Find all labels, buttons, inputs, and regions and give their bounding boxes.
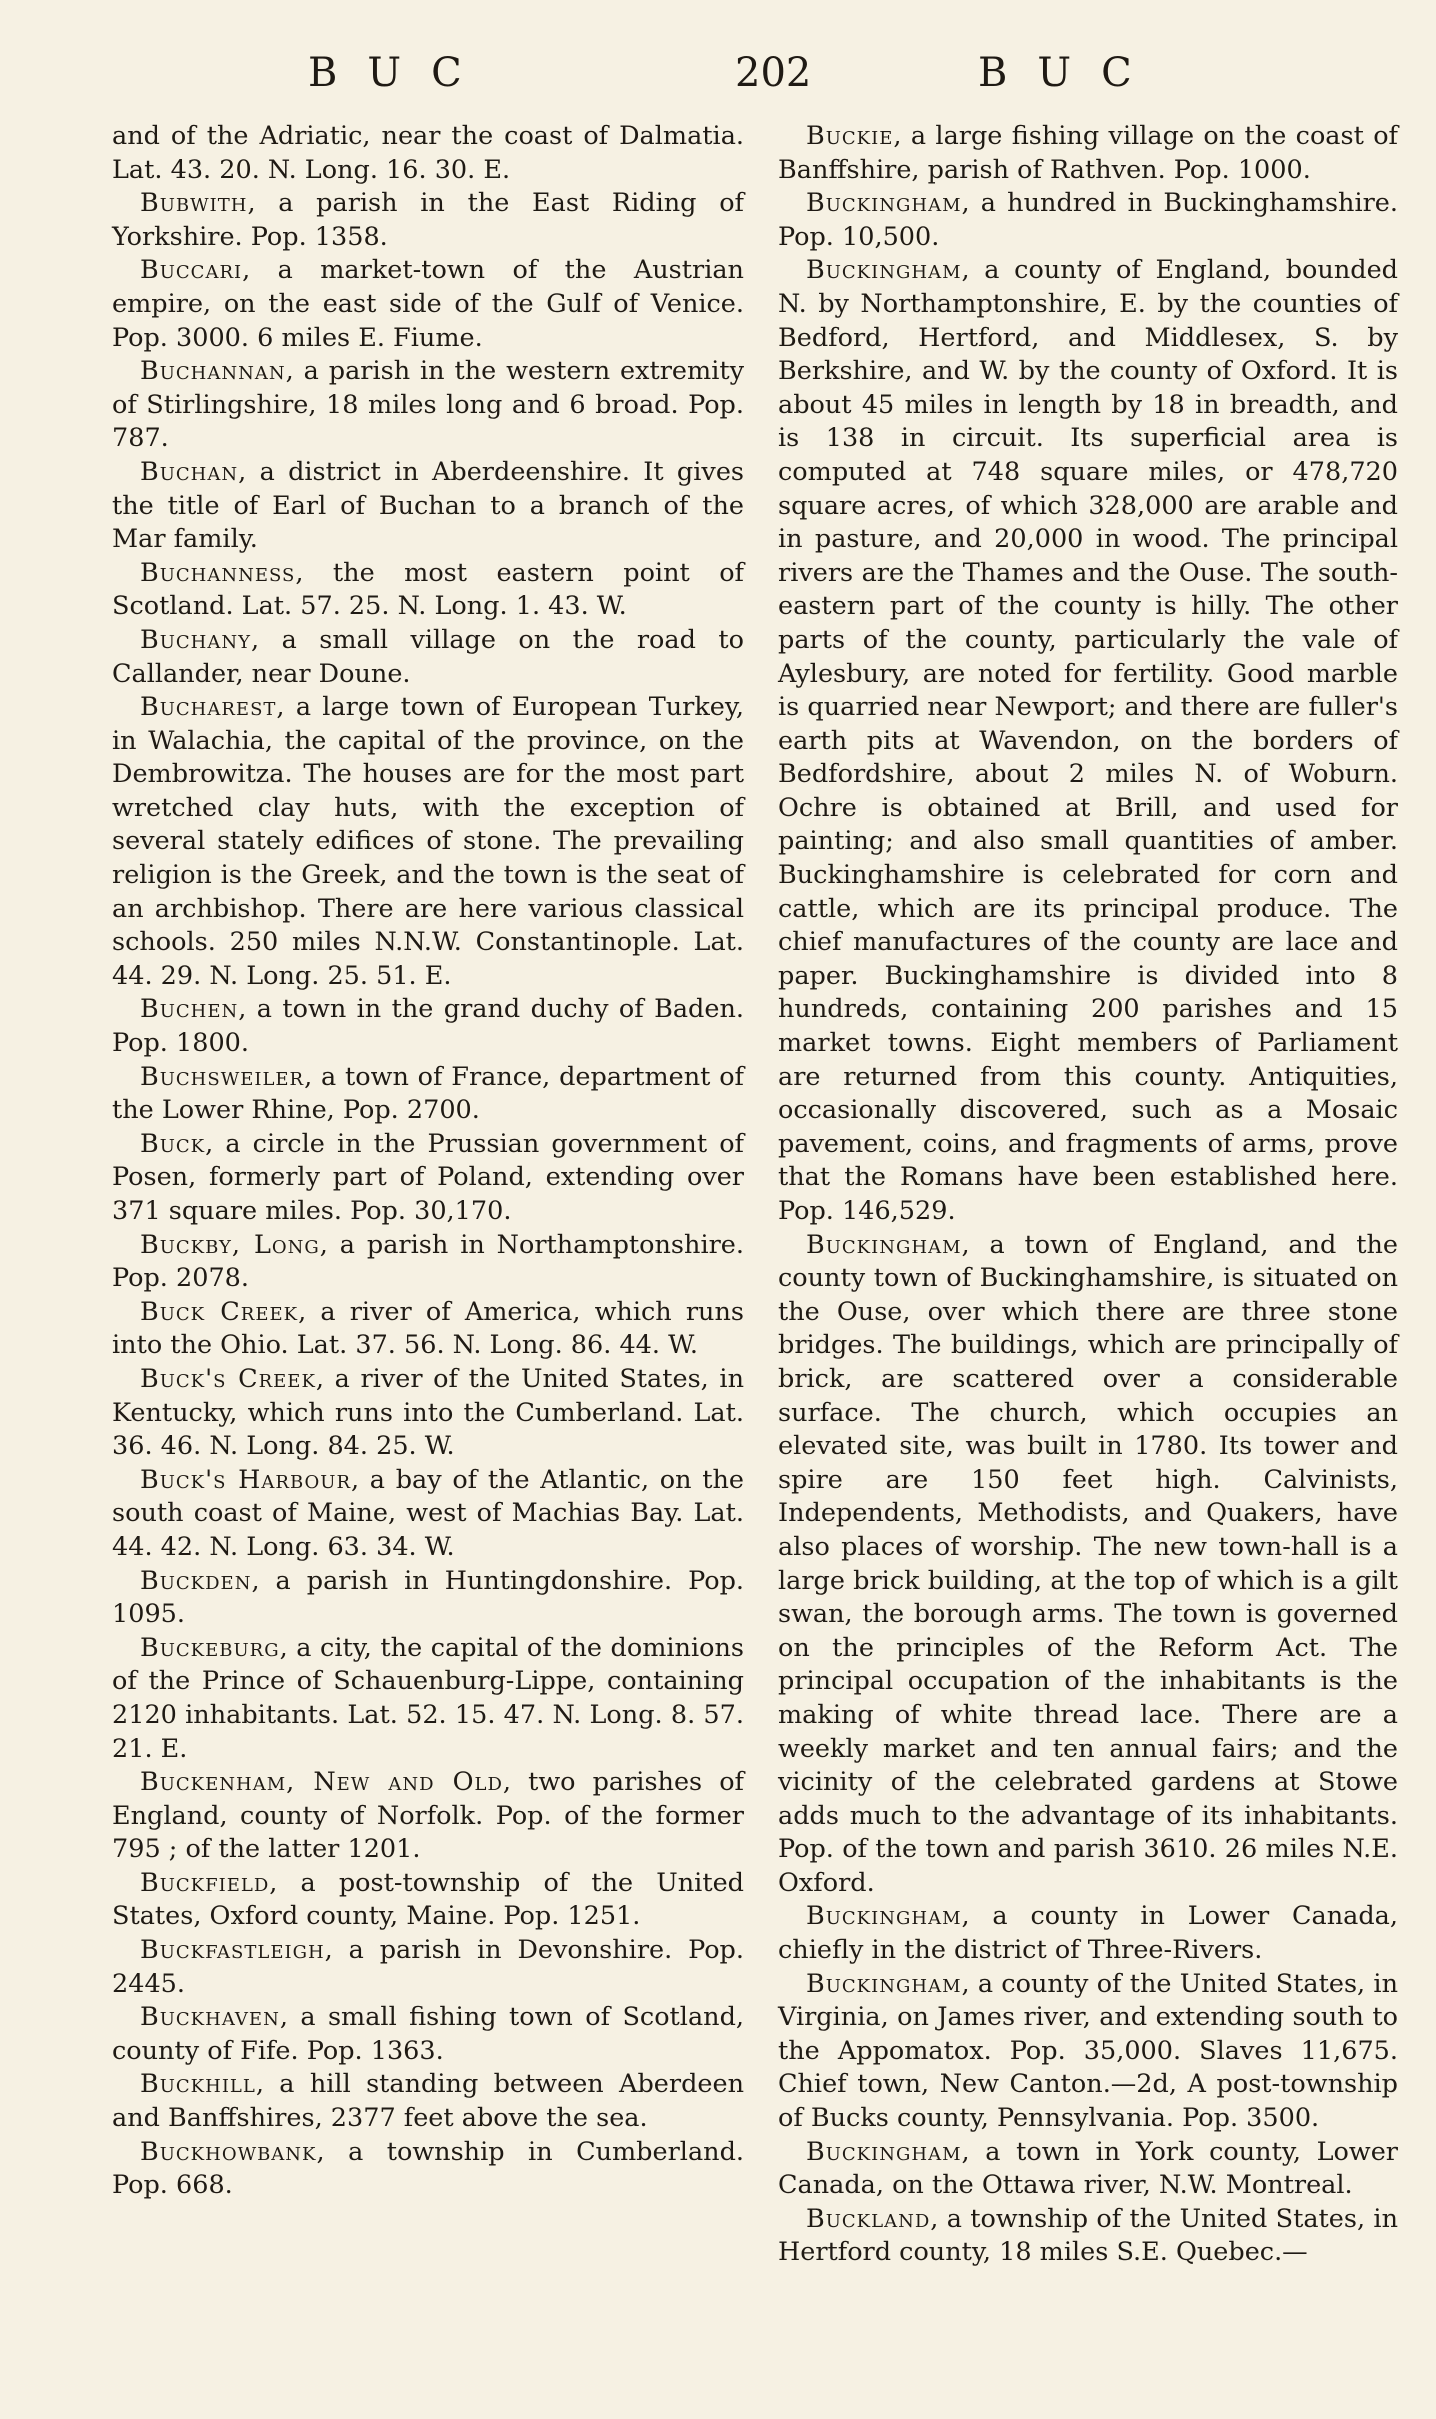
gazetteer-entry [112, 2001, 744, 2068]
gazetteer-entry [112, 1766, 744, 1867]
gazetteer-entry [112, 691, 744, 993]
entry-text: , a large town of European Turkey, in Walachia, the capital of the province, on the Dembrowitza. The houses are for the most part wretched clay huts, with the exception of several stately edifices of stone. The prevailing religion is the Greek, and the town is the seat of an archbishop. There are here various classical schools. 250 miles N.N.W. Constantinople. Lat. 44. 29. N. Long. 25. 51. E. [112, 692, 744, 991]
entry-text: , a town in York county, Lower Canada, on the Ottawa river, N.W. Montreal. [778, 2136, 1398, 2201]
entry-text: , a river of America, which runs into the Ohio. Lat. 37. 56. N. Long. 86. 44. W. [112, 1296, 744, 1361]
entry-text: , a small fishing town of Scotland, county of Fife. Pop. 1363. [112, 2002, 744, 2066]
left-column [112, 120, 744, 2203]
entry-text: , a town in the grand duchy of Baden. Pop. 1800. [112, 994, 744, 1059]
entry-text: , a parish in the western extremity of Stirlingshire, 18 miles long and 6 broad. Pop. 787. [112, 356, 744, 454]
entry-text: , a market-town of the Austrian empire, on the east side of the Gulf of Venice. Pop. 3000. 6 miles E. Fiume. [112, 255, 744, 353]
gazetteer-entry [778, 1900, 1398, 1967]
gazetteer-entry [112, 1296, 744, 1363]
entry-headword: Buccari [140, 255, 243, 286]
entry-text: , a parish in Huntingdonshire. Pop. 1095. [112, 1565, 744, 1630]
gazetteer-entry [112, 254, 744, 355]
header-left-word: BUC [308, 50, 492, 96]
entry-headword: Buckingham [806, 1229, 962, 1260]
entry-headword: Buchannan [140, 356, 286, 387]
entry-headword: Buck's Creek [140, 1363, 316, 1394]
entry-headword: Buckingham [806, 2136, 962, 2167]
entry-text: , a large fishing village on the coast of Banffshire, parish of Rathven. Pop. 1000. [778, 121, 1398, 185]
running-header [0, 50, 1436, 110]
entry-headword: Buckeburg [140, 1632, 280, 1663]
gazetteer-entry [112, 1363, 744, 1464]
gazetteer-entry [112, 1632, 744, 1766]
entry-headword: Buchsweiler [140, 1061, 305, 1092]
gazetteer-entry [778, 120, 1398, 187]
entry-text: , a small village on the road to Callander, near Doune. [112, 624, 744, 689]
entry-headword: Buckingham [806, 255, 962, 286]
entry-text: , a hundred in Buckinghamshire. Pop. 10,500. [778, 188, 1398, 252]
page-number: 202 [735, 50, 812, 96]
entry-headword: Buckfield [140, 1867, 270, 1898]
gazetteer-entry [112, 1128, 744, 1229]
entry-headword: Buckfastleigh [140, 1935, 325, 1966]
entry-headword: Buckingham [806, 188, 962, 219]
entry-text: , a county of England, bounded N. by Northamptonshire, E. by the counties of Bedford, Hertford, and Middlesex, S. by Berkshire, and W. by the county of Oxford. It is about 45 miles in length by 18 in breadth, and is 138 in circuit. Its superficial area is computed at 748 square miles, or 478,720 square acres, of which 328,000 are arable and in pasture, and 20,000 in wood. The principal rivers are the Thames and the Ouse. The south-eastern part of the county is hilly. The other parts of the county, particularly the vale of Aylesbury, are noted for fertility. Good marble is quarried near Newport; and there are fuller's earth pits at Wavendon, on the borders of Bedfordshire, about 2 miles N. of Woburn. Ochre is obtained at Brill, and used for painting; and also small quantities of amber. Buckinghamshire is celebrated for corn and cattle, which are its principal produce. The chief manufactures of the county are lace and paper. Buckinghamshire is divided into 8 hundreds, containing 200 parishes and 15 market towns. Eight members of Parliament are returned from this county. Antiquities, occasionally discovered, such as a Mosaic pavement, coins, and fragments of arms, prove that the Romans have been established here. Pop. 146,529. [778, 255, 1398, 1226]
gazetteer-entry [112, 1061, 744, 1128]
gazetteer-entry [112, 1464, 744, 1565]
entry-headword: Buckhaven [140, 2002, 280, 2033]
entry-text: , a town of France, department of the Lower Rhine, Pop. 2700. [112, 1061, 744, 1126]
entry-text: , a circle in the Prussian government of Posen, formerly part of Poland, extending over 371 square miles. Pop. 30,170. [112, 1128, 744, 1226]
entry-headword: Buckby, Long [140, 1229, 320, 1260]
entry-headword: Buckland [806, 2203, 931, 2234]
entry-headword: Buckhill [140, 2069, 256, 2100]
entry-text: , a parish in Northamptonshire. Pop. 2078. [112, 1229, 744, 1294]
gazetteer-entry [112, 2136, 744, 2203]
entry-text: , a city, the capital of the dominions of the Prince of Schauenburg-Lippe, containing 2120 inhabitants. Lat. 52. 15. 47. N. Long. 8. 57. 21. E. [112, 1632, 744, 1764]
gazetteer-entry [112, 993, 744, 1060]
entry-text: , a hill standing between Aberdeen and Banffshires, 2377 feet above the sea. [112, 2069, 744, 2134]
entry-headword: Buckingham [806, 1968, 962, 1999]
entry-headword: Buckenham, New and Old [140, 1767, 503, 1798]
entry-headword: Buckhowbank [140, 2136, 317, 2167]
entry-text: , the most eastern point of Scotland. Lat. 57. 25. N. Long. 1. 43. W. [112, 557, 744, 622]
entry-headword: Buck's Harbour [140, 1464, 351, 1495]
gazetteer-entry [112, 187, 744, 254]
gazetteer-entry [112, 1867, 744, 1934]
gazetteer-entry [112, 355, 744, 456]
gazetteer-entry [112, 1565, 744, 1632]
entry-text: , a parish in Devonshire. Pop. 2445. [112, 1935, 744, 1999]
gazetteer-entry [778, 2203, 1398, 2270]
entry-headword: Buchanness [140, 557, 296, 588]
gazetteer-entry [112, 456, 744, 557]
gazetteer-entry [112, 624, 744, 691]
entry-headword: Buchan [140, 456, 239, 487]
entry-text: , a bay of the Atlantic, on the south coast of Maine, west of Machias Bay. Lat. 44. 42. N. Long. 63. 34. W. [112, 1464, 744, 1562]
entry-text: , a post-township of the United States, Oxford county, Maine. Pop. 1251. [112, 1867, 744, 1932]
entry-headword: Buchany [140, 624, 252, 655]
entry-text: , a township in Cumberland. Pop. 668. [112, 2136, 744, 2201]
entry-text: , a town of England, and the county town of Buckinghamshire, is situated on the Ouse, over which there are three stone bridges. The buildings, which are principally of brick, are scattered over a considerable surface. The church, which occupies an elevated site, was built in 1780. Its tower and spire are 150 feet high. Calvinists, Independents, Methodists, and Quakers, have also places of worship. The new town-hall is a large brick building, at the top of which is a gilt swan, the borough arms. The town is governed on the principles of the Reform Act. The principal occupation of the inhabitants is the making of white thread lace. There are a weekly market and ten annual fairs; and the vicinity of the celebrated gardens at Stowe adds much to the advantage of its inhabitants. Pop. of the town and parish 3610. 26 miles N.E. Oxford. [778, 1229, 1398, 1898]
entry-text: , a parish in the East Riding of Yorkshire. Pop. 1358. [112, 188, 744, 252]
gazetteer-entry [778, 187, 1398, 254]
gazetteer-entry [112, 2068, 744, 2135]
gazetteer-entry [778, 1229, 1398, 1901]
entry-text: , a county in Lower Canada, chiefly in the district of Three-Rivers. [778, 1901, 1398, 1966]
entry-headword: Bubwith [140, 188, 248, 219]
gazetteer-entry [112, 557, 744, 624]
gazetteer-entry [112, 120, 744, 187]
entry-text: , a township of the United States, in Hertford county, 18 miles S.E. Quebec.— [778, 2203, 1398, 2268]
entry-headword: Bucharest [140, 692, 277, 723]
entry-text: , a river of the United States, in Kentucky, which runs into the Cumberland. Lat. 36. 46. N. Long. 84. 25. W. [112, 1363, 745, 1462]
entry-text: , two parishes of England, county of Norfolk. Pop. of the former 795 ; of the latter 1201. [112, 1767, 744, 1865]
entry-headword: Buckingham [806, 1901, 962, 1932]
entry-text: , a county of the United States, in Virginia, on James river, and extending south to the Appomatox. Pop. 35,000. Slaves 11,675. Chief town, New Canton.—2d, A post-township of Bucks county, Pennsylvania. Pop. 3500. [778, 1968, 1398, 2134]
gazetteer-entry [778, 1968, 1398, 2136]
entry-text: , a district in Aberdeenshire. It gives the title of Earl of Buchan to a branch of the Mar family. [112, 456, 744, 555]
entry-headword: Buchen [140, 994, 239, 1025]
right-column [778, 120, 1398, 2270]
gazetteer-entry [778, 254, 1398, 1228]
entry-headword: Buckden [140, 1565, 252, 1596]
gazetteer-entry [112, 1229, 744, 1296]
gazetteer-entry [778, 2136, 1398, 2203]
gazetteer-entry [112, 1934, 744, 2001]
header-right-word: BUC [978, 50, 1162, 96]
entry-headword: Buck Creek [140, 1296, 299, 1327]
entry-headword: Buck [140, 1128, 206, 1159]
entry-headword: Buckie [806, 121, 894, 151]
entry-text: and of the Adriatic, near the coast of Dalmatia. Lat. 43. 20. N. Long. 16. 30. E. [112, 121, 744, 185]
